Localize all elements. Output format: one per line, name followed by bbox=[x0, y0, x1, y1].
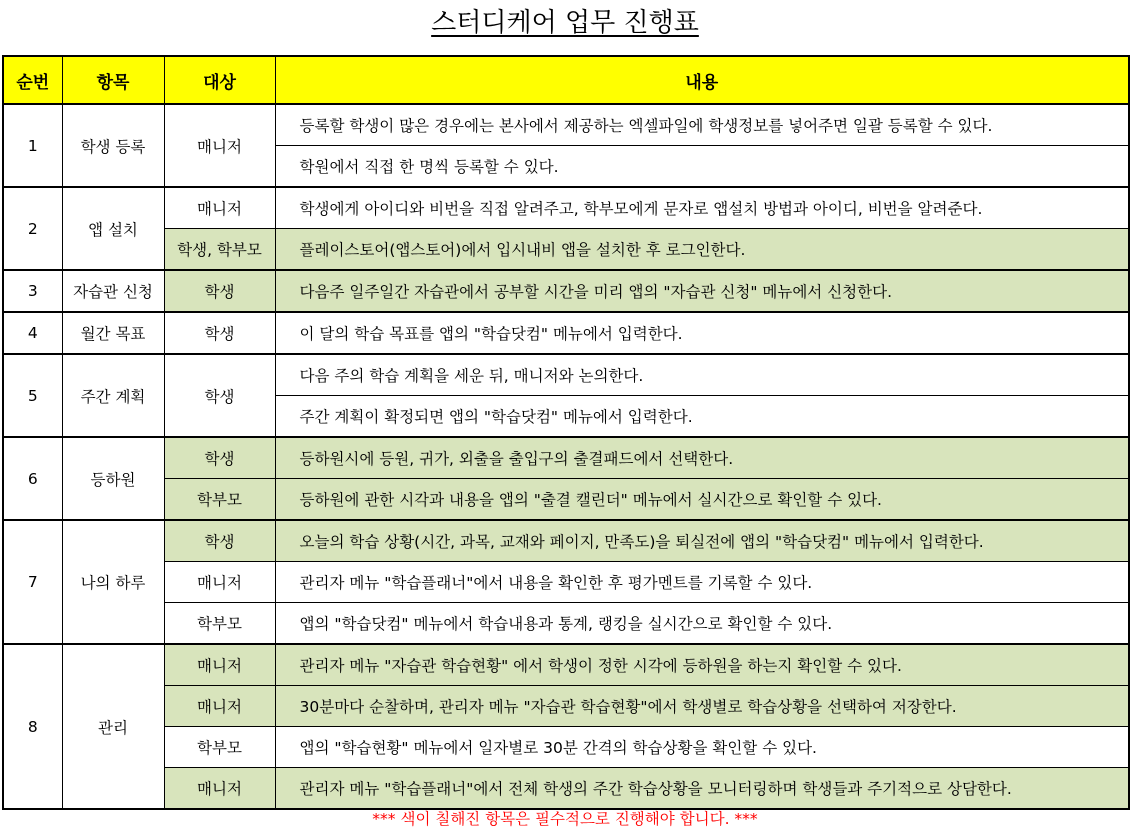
task-group-2 bbox=[3, 187, 1129, 270]
cell-content: 30분마다 순찰하며, 관리자 메뉴 "자습관 학습현황"에서 학생별로 학습상황을 선택하여 저장한다. bbox=[275, 686, 1129, 727]
cell-num: 2 bbox=[3, 187, 62, 270]
cell-item: 등하원 bbox=[62, 437, 164, 520]
cell-content: 관리자 메뉴 "학습플래너"에서 내용을 확인한 후 평가멘트를 기록할 수 있다. bbox=[275, 562, 1129, 603]
cell-target: 학생 bbox=[164, 520, 275, 562]
cell-target: 학생 bbox=[164, 270, 275, 312]
table-row bbox=[3, 644, 1129, 686]
cell-content: 관리자 메뉴 "학습플래너"에서 전체 학생의 주간 학습상황을 모니터링하며 학생들과 주기적으로 상담한다. bbox=[275, 768, 1129, 810]
task-group-7 bbox=[3, 520, 1129, 644]
table-row bbox=[3, 229, 1129, 271]
cell-content: 플레이스토어(앱스토어)에서 입시내비 앱을 설치한 후 로그인한다. bbox=[275, 229, 1129, 271]
table-row bbox=[3, 437, 1129, 479]
cell-item: 자습관 신청 bbox=[62, 270, 164, 312]
table-row bbox=[3, 312, 1129, 354]
cell-item: 앱 설치 bbox=[62, 187, 164, 270]
table-row bbox=[3, 270, 1129, 312]
cell-content: 앱의 "학습현황" 메뉴에서 일자별로 30분 간격의 학습상황을 확인할 수 있다. bbox=[275, 727, 1129, 768]
table-row bbox=[3, 187, 1129, 229]
table-header bbox=[3, 56, 1129, 104]
cell-item: 월간 목표 bbox=[62, 312, 164, 354]
task-group-6 bbox=[3, 437, 1129, 520]
cell-target: 학생, 학부모 bbox=[164, 229, 275, 271]
work-progress-table bbox=[2, 55, 1130, 810]
cell-num: 6 bbox=[3, 437, 62, 520]
cell-content: 주간 계획이 확정되면 앱의 "학습닷컴" 메뉴에서 입력한다. bbox=[275, 396, 1129, 438]
table-row bbox=[3, 479, 1129, 521]
header-item: 항목 bbox=[62, 56, 164, 104]
cell-item: 학생 등록 bbox=[62, 104, 164, 187]
cell-target: 매니저 bbox=[164, 644, 275, 686]
cell-target: 매니저 bbox=[164, 187, 275, 229]
page-title: 스터디케어 업무 진행표 bbox=[431, 8, 699, 38]
header-content: 내용 bbox=[275, 56, 1129, 104]
cell-num: 5 bbox=[3, 354, 62, 437]
cell-target: 학생 bbox=[164, 312, 275, 354]
cell-content: 다음 주의 학습 계획을 세운 뒤, 매니저와 논의한다. bbox=[275, 354, 1129, 396]
cell-content: 앱의 "학습닷컴" 메뉴에서 학습내용과 통계, 랭킹을 실시간으로 확인할 수 있다. bbox=[275, 603, 1129, 645]
cell-target: 매니저 bbox=[164, 768, 275, 810]
required-note: *** 색이 칠해진 항목은 필수적으로 진행해야 합니다. *** bbox=[372, 810, 758, 828]
table-row bbox=[3, 727, 1129, 768]
cell-item: 주간 계획 bbox=[62, 354, 164, 437]
cell-target: 학생 bbox=[164, 354, 275, 437]
task-group-5 bbox=[3, 354, 1129, 437]
cell-content: 오늘의 학습 상황(시간, 과목, 교재와 페이지, 만족도)을 퇴실전에 앱의 "학습닷컴" 메뉴에서 입력한다. bbox=[275, 520, 1129, 562]
task-group-3 bbox=[3, 270, 1129, 312]
table-row bbox=[3, 603, 1129, 645]
cell-content: 등하원에 관한 시각과 내용을 앱의 "출결 캘린더" 메뉴에서 실시간으로 확인할 수 있다. bbox=[275, 479, 1129, 521]
cell-content: 등록할 학생이 많은 경우에는 본사에서 제공하는 엑셀파일에 학생정보를 넣어주면 일괄 등록할 수 있다. bbox=[275, 104, 1129, 146]
table-row bbox=[3, 768, 1129, 810]
task-group-8 bbox=[3, 644, 1129, 809]
header-target: 대상 bbox=[164, 56, 275, 104]
cell-num: 4 bbox=[3, 312, 62, 354]
cell-num: 7 bbox=[3, 520, 62, 644]
cell-target: 학부모 bbox=[164, 479, 275, 521]
cell-target: 학생 bbox=[164, 437, 275, 479]
task-group-4 bbox=[3, 312, 1129, 354]
cell-target: 학부모 bbox=[164, 727, 275, 768]
cell-content: 학원에서 직접 한 명씩 등록할 수 있다. bbox=[275, 146, 1129, 188]
header-num: 순번 bbox=[3, 56, 62, 104]
table-row bbox=[3, 686, 1129, 727]
task-group-1 bbox=[3, 104, 1129, 187]
cell-num: 1 bbox=[3, 104, 62, 187]
cell-item: 관리 bbox=[62, 644, 164, 809]
cell-content: 등하원시에 등원, 귀가, 외출을 출입구의 출결패드에서 선택한다. bbox=[275, 437, 1129, 479]
table-row bbox=[3, 354, 1129, 396]
cell-target: 학부모 bbox=[164, 603, 275, 645]
cell-target: 매니저 bbox=[164, 686, 275, 727]
cell-target: 매니저 bbox=[164, 104, 275, 187]
cell-num: 8 bbox=[3, 644, 62, 809]
cell-content: 다음주 일주일간 자습관에서 공부할 시간을 미리 앱의 "자습관 신청" 메뉴에서 신청한다. bbox=[275, 270, 1129, 312]
cell-content: 이 달의 학습 목표를 앱의 "학습닷컴" 메뉴에서 입력한다. bbox=[275, 312, 1129, 354]
table-row bbox=[3, 104, 1129, 146]
cell-content: 학생에게 아이디와 비번을 직접 알려주고, 학부모에게 문자로 앱설치 방법과 아이디, 비번을 알려준다. bbox=[275, 187, 1129, 229]
table-row bbox=[3, 562, 1129, 603]
table-row bbox=[3, 520, 1129, 562]
cell-target: 매니저 bbox=[164, 562, 275, 603]
cell-num: 3 bbox=[3, 270, 62, 312]
cell-content: 관리자 메뉴 "자습관 학습현황" 에서 학생이 정한 시각에 등하원을 하는지 확인할 수 있다. bbox=[275, 644, 1129, 686]
cell-item: 나의 하루 bbox=[62, 520, 164, 644]
